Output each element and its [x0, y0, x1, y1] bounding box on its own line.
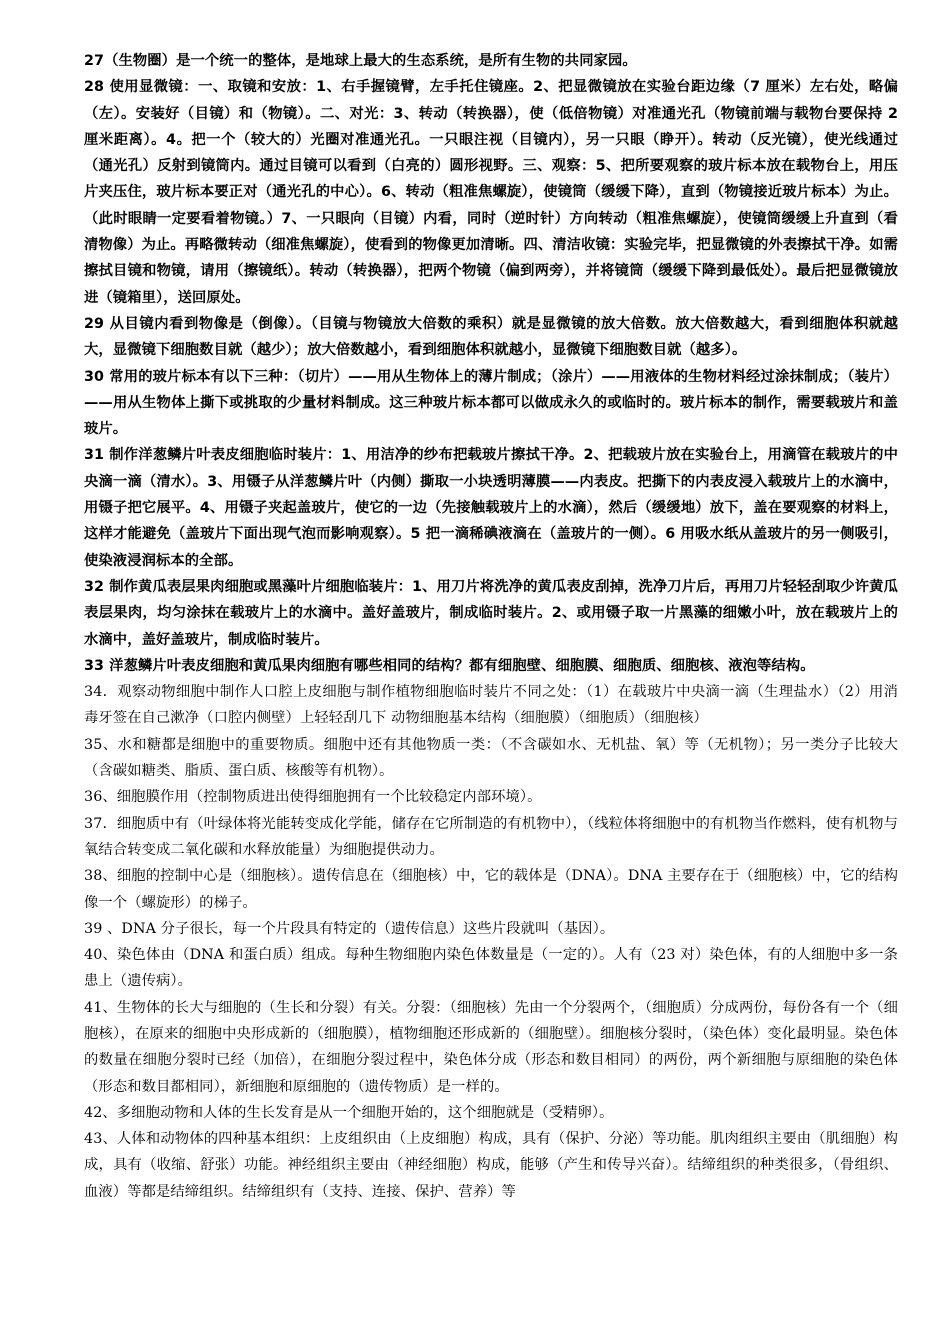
paragraph-42: 42、多细胞动物和人体的生长发育是从一个细胞开始的，这个细胞就是（受精卵）。 — [84, 1104, 614, 1121]
paragraph-35: 35、水和糖都是细胞中的重要物质。细胞中还有其他物质一类：（不含碳如水、无机盐、氧）等（无机物）；另一类分子比较大（含碳如糖类、脂质、蛋白质、核酸等有机物）。 — [84, 736, 898, 780]
paragraph-32: 32 制作黄瓜表层果肉细胞或黑藻叶片细胞临装片：1、用刀片将洗净的黄瓜表皮刮掉，洗净刀片后，再用刀片轻轻刮取少许黄瓜表层果肉，均匀涂抹在载玻片上的水滴中。盖好盖玻片，制成临时装片。2、或用镊子取一片黑藻的细嫩小叶，放在载玻片上的水滴中，盖好盖玻片，制成临时装片。 — [84, 578, 898, 648]
paragraph-38: 38、细胞的控制中心是（细胞核）。遗传信息在（细胞核）中，它的载体是（DNA）。DNA 主要存在于（细胞核）中，它的结构像一个（螺旋形）的梯子。 — [84, 868, 898, 911]
paragraph-29: 29 从目镜内看到物像是（倒像）。（目镜与物镜放大倍数的乘积）就是显微镜的放大倍数。放大倍数越大，看到细胞体积就越大，显微镜下细胞数目就（越少）；放大倍数越小，看到细胞体积就越小，显微镜下细胞数目就（越多）。 — [84, 315, 898, 359]
paragraph-33: 33 洋葱鳞片叶表皮细胞和黄瓜果肉细胞有哪些相同的结构？都有细胞壁、细胞膜、细胞质、细胞核、液泡等结构。 — [84, 657, 815, 674]
paragraph-27: 27（生物圈）是一个统一的整体，是地球上最大的生态系统，是所有生物的共同家园。 — [84, 53, 637, 69]
paragraph-39: 39 、DNA 分子很长，每一个片段具有特定的（遗传信息）这些片段就叫（基因）。 — [84, 920, 615, 937]
paragraph-43: 43、人体和动物体的四种基本组织：上皮组织由（上皮细胞）构成，具有（保护、分泌）等功能。肌肉组织主要由（肌细胞）构成，具有（收缩、舒张）功能。神经组织主要由（神经细胞）构成，能够（产生和传导兴奋）。结缔组织的种类很多，（骨组织、血液）等都是结缔组织。结缔组织有（支持、连接、保护、营养）等 — [84, 1131, 898, 1200]
paragraph-31: 31 制作洋葱鳞片叶表皮细胞临时装片：1、用洁净的纱布把载玻片擦拭干净。2、把载玻片放在实验台上，用滴管在载玻片的中央滴一滴（清水）。3、用镊子从洋葱鳞片叶（内侧）撕取一小块透明薄膜——内表皮。把撕下的内表皮浸入载玻片上的水滴中，用镊子把它展平。4、用镊子夹起盖玻片，使它的一边（先接触载玻片上的水滴），然后（缓缓地）放下，盖在要观察的材料上，这样才能避免（盖玻片下面出现气泡而影响观察）。5 把一滴稀碘液滴在（盖玻片的一侧）。6 用吸水纸从盖玻片的另一侧吸引，使染液浸润标本的全部。 — [84, 447, 898, 569]
paragraph-40: 40、染色体由（DNA 和蛋白质）组成。每种生物细胞内染色体数量是（一定的）。人有（23 对）染色体，有的人细胞中多一条患上（遗传病）。 — [84, 947, 898, 990]
paragraph-41: 41、生物体的长大与细胞的（生长和分裂）有关。分裂：（细胞核）先由一个分裂两个，（细胞质）分成两份，每份各有一个（细胞核），在原来的细胞中央形成新的（细胞膜），植物细胞还形成新的（细胞壁）。细胞核分裂时，（染色体）变化最明显。染色体的数量在细胞分裂时已经（加倍），在细胞分裂过程中，染色体分成（形态和数目相同）的两份，两个新细胞与原细胞的染色体（形态和数目都相同），新细胞和原细胞的（遗传物质）是一样的。 — [84, 999, 898, 1095]
paragraph-36: 36、细胞膜作用（控制物质进出使得细胞拥有一个比较稳定内部环境）。 — [84, 789, 542, 806]
paragraph-28: 28 使用显微镜：一、取镜和安放：1、右手握镜臂，左手托住镜座。2、把显微镜放在实验台距边缘（7 厘米）左右处，略偏（左）。安装好（目镜）和（物镜）。二、对光：3、转动（转换器），使（低倍物镜）对准通光孔（物镜前端与载物台要保持 2 厘米距离）。4。把一个（较大的）光圈对准通光孔。一只眼注视（目镜内），另一只眼（睁开）。转动（反光镜），使光线通过（通光孔）反射到镜筒内。通过目镜可以看到（白亮的）圆形视野。三、观察：5、把所要观察的玻片标本放在载物台上，用压片夹压住，玻片标本要正对（通光孔的中心）。6、转动（粗准焦螺旋），使镜筒（缓缓下降），直到（物镜接近玻片标本）为止。（此时眼睛一定要看着物镜。）7、一只眼向（目镜）内看，同时（逆时针）方向转动（粗准焦螺旋），使镜筒缓缓上升直到（看清物像）为止。再略微转动（细准焦螺旋），使看到的物像更加清晰。四、清洁收镜：实验完毕，把显微镜的外表擦拭干净。如需擦拭目镜和物镜，请用（擦镜纸）。转动（转换器），把两个物镜（偏到两旁），并将镜筒（缓缓下降到最低处）。最后把显微镜放进（镜箱里），送回原处。 — [84, 79, 898, 306]
paragraph-34: 34．观察动物细胞中制作人口腔上皮细胞与制作植物细胞临时装片不同之处：（1）在载玻片中央滴一滴（生理盐水）（2）用消毒牙签在自己漱净（口腔内侧壁）上轻轻刮几下 动物细胞基本结构（细胞膜）（细胞质）（细胞核） — [84, 684, 898, 727]
paragraph-37: 37．细胞质中有（叶绿体将光能转变成化学能，储存在它所制造的有机物中），（线粒体将细胞中的有机物当作燃料，使有机物与氧结合转变成二氧化碳和水释放能量）为细胞提供动力。 — [84, 815, 898, 858]
paragraph-30: 30 常用的玻片标本有以下三种：（切片）——用从生物体上的薄片制成；（涂片）——用液体的生物材料经过涂抹制成；（装片）——用从生物体上撕下或挑取的少量材料制成。这三种玻片标本都可以做成永久的或临时的。玻片标本的制作，需要载玻片和盖玻片。 — [84, 368, 898, 438]
